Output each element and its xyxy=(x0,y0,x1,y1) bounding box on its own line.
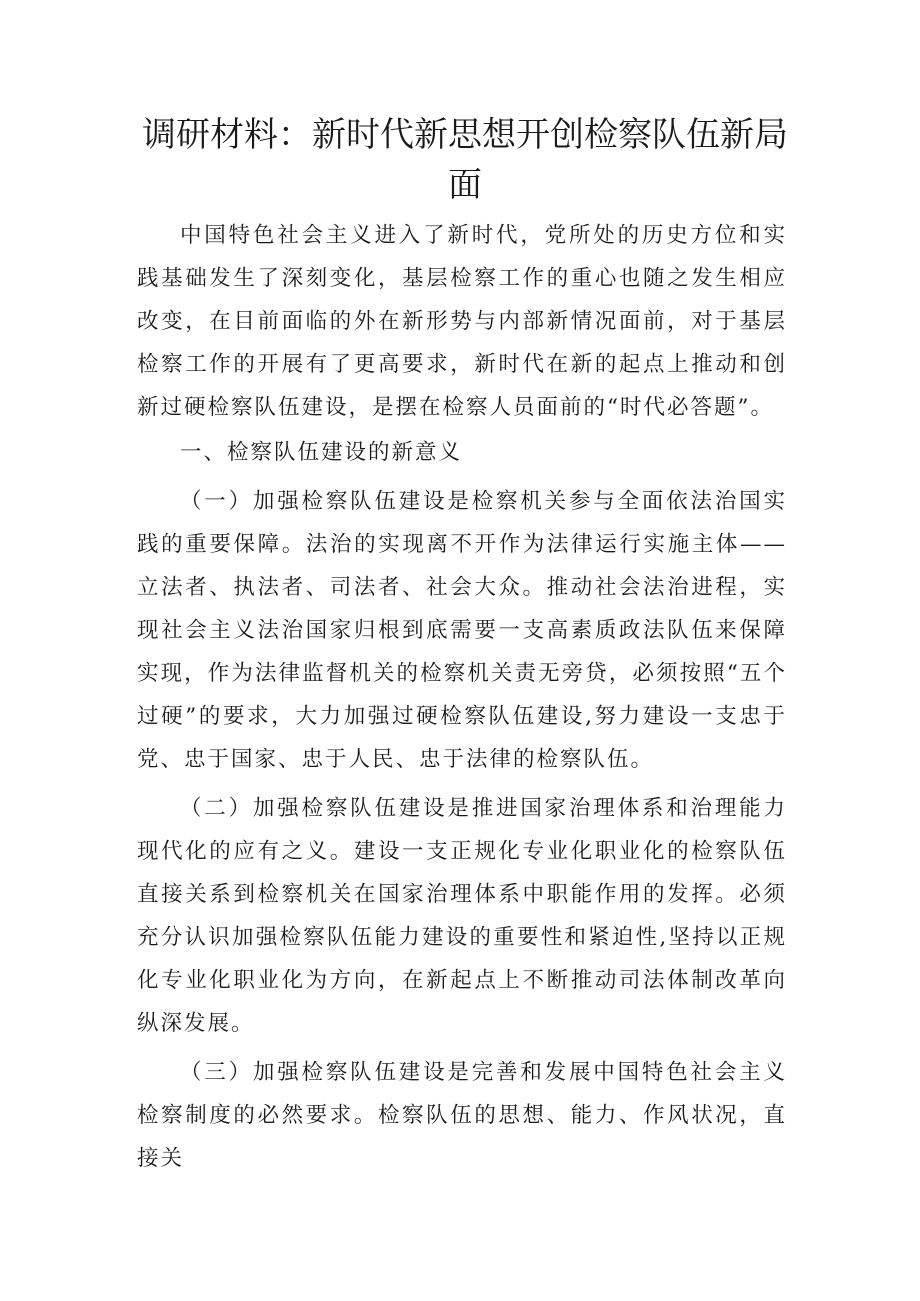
document-title: 调研材料：新时代新思想开创检察队伍新局面 xyxy=(142,115,788,205)
section-heading: 一、检察队伍建设的新意义 xyxy=(180,440,463,465)
subsection-paragraph-2: （二）加强检察队伍建设是推进国家治理体系和治理能力现代化的应有之义。建设一支正规化专业化职业化的检察队伍直接关系到检察机关在国家治理体系中职能作用的发挥。必须充分认识加强检察队伍能力建设的重要性和紧迫性,坚持以正规化专业化职业化为方向，在新起点上不断推动司法体制改革向纵深发展。 xyxy=(137,796,787,1036)
subsection-paragraph-1: （一）加强检察队伍建设是检察机关参与全面依法治国实践的重要保障。法治的实现离不开作为法律运行实施主体——立法者、执法者、司法者、社会大众。推动社会法治进程，实现社会主义法治国家归根到底需要一支高素质政法队伍来保障实现，作为法律监督机关的检察机关责无旁贷，必须按照“五个过硬”的要求，大力加强过硬检察队伍建设,努力建设一支忠于党、忠于国家、忠于人民、忠于法律的检察队伍。 xyxy=(137,489,787,772)
document-body xyxy=(137,214,787,1180)
intro-paragraph: 中国特色社会主义进入了新时代，党所处的历史方位和实践基础发生了深刻变化，基层检察工作的重心也随之发生相应改变，在目前面临的外在新形势与内部新情况面前，对于基层检察工作的开展有了更高要求，新时代在新的起点上推动和创新过硬检察队伍建设，是摆在检察人员面前的“时代必答题”。 xyxy=(137,223,787,420)
subsection-paragraph-3: （三）加强检察队伍建设是完善和发展中国特色社会主义检察制度的必然要求。检察队伍的思想、能力、作风状况，直接关 xyxy=(137,1060,787,1171)
